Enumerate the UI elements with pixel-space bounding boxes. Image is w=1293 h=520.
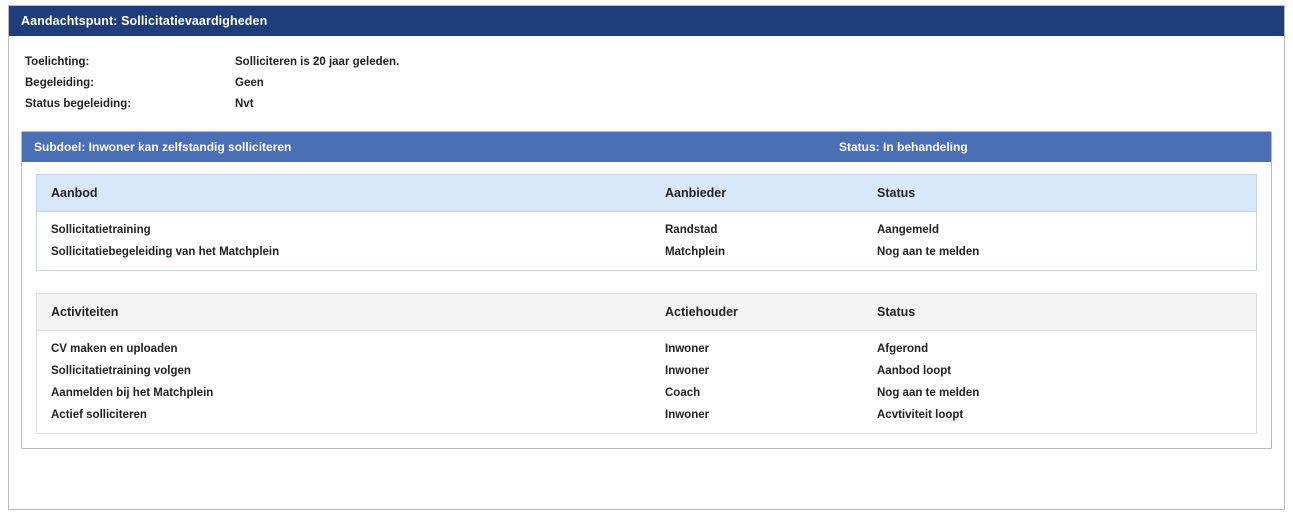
- offer-column-header-status: Status: [863, 175, 1257, 212]
- activity-owner: Coach: [665, 387, 701, 399]
- table-row[interactable]: [37, 404, 1257, 434]
- subgoal-status: Status: In behandeling: [839, 140, 968, 154]
- activity-column-header-status: Status: [863, 294, 1257, 331]
- meta-list: [25, 52, 1272, 115]
- page-title: Aandachtspunt: Sollicitatievaardigheden: [21, 14, 268, 28]
- meta-label-toelichting: Toelichting:: [25, 56, 90, 68]
- meta-row-begeleiding: [25, 73, 1272, 94]
- offer-table: [36, 174, 1257, 271]
- meta-label-status-begeleiding: Status begeleiding:: [25, 98, 132, 110]
- offer-name: Sollicitatiebegeleiding van het Matchplein: [51, 246, 280, 258]
- activity-name: Aanmelden bij het Matchplein: [51, 387, 214, 399]
- table-row[interactable]: [37, 382, 1257, 404]
- activity-owner: Inwoner: [665, 365, 710, 377]
- table-header-row: [37, 294, 1257, 331]
- offer-status: Aangemeld: [877, 224, 939, 236]
- table-row[interactable]: [37, 241, 1257, 271]
- activity-name: CV maken en uploaden: [51, 343, 178, 355]
- subgoal-header: [22, 132, 1271, 162]
- subgoal-title: Subdoel: Inwoner kan zelfstandig solliciteren: [34, 140, 292, 154]
- table-row[interactable]: [37, 212, 1257, 242]
- activity-column-header-actiehouder: Actiehouder: [651, 294, 863, 331]
- activity-status: Acvtiviteit loopt: [877, 409, 964, 421]
- activity-status: Nog aan te melden: [877, 387, 980, 399]
- meta-label-begeleiding: Begeleiding:: [25, 77, 95, 89]
- activity-owner: Inwoner: [665, 409, 710, 421]
- aandachtspunt-panel: [8, 5, 1285, 510]
- activity-status: Aanbod loopt: [877, 365, 952, 377]
- offer-column-header-aanbieder: Aanbieder: [651, 175, 863, 212]
- meta-value-status-begeleiding: Nvt: [235, 98, 254, 110]
- table-spacer: [36, 271, 1257, 293]
- offer-name: Sollicitatietraining: [51, 224, 151, 236]
- meta-value-begeleiding: Geen: [235, 77, 264, 89]
- subgoal-card: [21, 131, 1272, 449]
- activity-name: Actief solliciteren: [51, 409, 147, 421]
- panel-body: [9, 36, 1284, 449]
- meta-row-toelichting: [25, 52, 1272, 73]
- table-row[interactable]: [37, 331, 1257, 361]
- activity-column-header-activiteiten: Activiteiten: [37, 294, 652, 331]
- subgoal-body: [22, 162, 1271, 448]
- panel-header: [9, 6, 1284, 36]
- activity-owner: Inwoner: [665, 343, 710, 355]
- table-header-row: [37, 175, 1257, 212]
- meta-value-toelichting: Solliciteren is 20 jaar geleden.: [235, 56, 400, 68]
- offer-provider: Randstad: [665, 224, 718, 236]
- activity-status: Afgerond: [877, 343, 929, 355]
- table-row[interactable]: [37, 360, 1257, 382]
- meta-row-status-begeleiding: [25, 94, 1272, 115]
- offer-status: Nog aan te melden: [877, 246, 980, 258]
- activity-name: Sollicitatietraining volgen: [51, 365, 191, 377]
- offer-column-header-aanbod: Aanbod: [37, 175, 652, 212]
- offer-provider: Matchplein: [665, 246, 726, 258]
- activities-table: [36, 293, 1257, 434]
